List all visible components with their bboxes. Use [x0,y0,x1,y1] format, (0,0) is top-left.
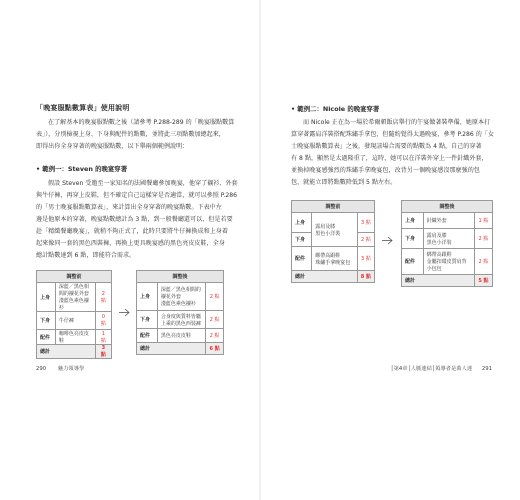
table-total-row [137,343,224,355]
row-points: 3 點 [357,247,374,271]
row-desc: 合身度與質料皆屬上乘的黑色西裝褲 [157,311,205,329]
row-desc: 深藍／黑色相間的襯花外套 淺藍色素色襯衫 [55,283,95,312]
row-desc: 綁帶高跟鞋 珠繡手拿晚宴包 [312,247,358,271]
row-desc: 深藍／黑色相間的襯花外套 淺藍色素色襯衫 [157,283,205,311]
footer-left [36,364,84,372]
example2-line: 有 8 點，顯然是太過隆重了，這時，她可以在洋裝外穿上一件針織外套， [291,155,488,162]
row-category: 上身 [137,283,158,311]
total-points: 8 點 [357,271,374,283]
total-label: 總計 [37,345,96,359]
table-row [137,329,224,343]
row-desc: 咖啡色亮皮皮鞋 [55,330,95,345]
example1-line: 邊是他原本的穿著，晚宴點數總計為 3 點，到一般餐廳還可以，但是若要 [36,216,233,223]
table-row [292,213,375,233]
table-header: 調整後 [137,271,224,283]
example2-line: 而 Nicole 正在為一場於希爾頓飯店舉行的午宴做著裝準備，她原本打 [303,119,491,126]
table-total-row [292,271,375,283]
row-category: 下身 [137,311,158,329]
example2-line: 包，就能立即將點數降低到 5 點左右。 [291,179,397,186]
chapter-title: │第4章│人脈連結│領導者是萬人迷 [390,366,473,372]
table-row [402,213,493,229]
row-category: 下身 [37,312,56,330]
intro-paragraph [36,117,235,153]
total-label: 總計 [402,275,475,287]
row-category: 下身 [292,233,312,247]
example1-heading: • 範例一：Steven 的晚宴穿著 [36,165,128,173]
row-category: 配件 [137,329,158,343]
table-row [137,283,224,311]
row-points: 2 點 [474,229,492,249]
row-desc: 黑色亮皮皮鞋 [157,329,205,343]
row-desc: 露肩及膝 黑色小洋裝 [423,229,474,249]
row-category: 配件 [292,247,312,271]
example1-line: 與牛仔褲，再穿上皮鞋，但不確定自己這樣穿是否適當，就可以參照 P.286 [36,192,238,199]
table-before-steven [36,270,112,359]
table-before-nicole [291,200,375,283]
total-label: 總計 [292,271,358,283]
table-row [37,283,112,312]
table-row [402,229,493,249]
row-category: 配件 [37,330,56,345]
row-points: 2 點 [474,249,492,275]
total-label: 總計 [137,343,206,355]
section-title: 「晚宴服點數算表」使用說明 [36,104,130,112]
row-category: 下身 [402,229,424,249]
page-number: 290 [36,366,47,372]
table-row [37,312,112,330]
row-points: 1 點 [474,213,492,229]
row-points: 2 點 [357,233,374,247]
right-page [261,0,520,500]
row-points: 1 點 [95,330,111,345]
table-header: 調整前 [37,271,112,283]
row-points: 2 點 [206,311,224,329]
row-points: 2 點 [206,283,224,311]
row-desc: 綁帶高跟鞋 金屬扣環皮質肩背小包包 [423,249,474,275]
table-after-steven [136,270,224,355]
row-category: 上身 [292,213,312,233]
book-title: 魅力領導學 [57,366,85,372]
example1-line: 赴「精緻餐廳晚宴」，就稍不夠正式了，此時只要將牛仔褲換成和上身着 [36,228,228,235]
table-row [292,247,375,271]
row-points: 0 點 [95,312,111,330]
example1-line: 假設 Steven 受邀至一家知名的法國餐廳參加晚宴，他穿了襯衫、外套 [48,180,238,187]
table-total-row [37,345,112,359]
row-category: 上身 [402,213,424,229]
page-number: 291 [481,366,492,372]
example1-line: 總計點數達到 6 點，即能符合需求。 [36,252,136,259]
footer-right [390,364,492,372]
total-points: 5 點 [474,275,492,287]
example2-line: 並換掉晚宴感強烈的珠繡手拿晚宴包，改背另一個晚宴感沒那麼強的包 [291,167,480,174]
arrow-right-icon [382,236,394,245]
intro-line: 即得出你全身穿著的晚宴服點數，以下舉兩個範例說明： [36,143,189,150]
table-after-nicole [401,200,493,287]
row-category: 上身 [37,283,56,312]
example2-paragraph [291,117,494,189]
row-points: 2 點 [206,329,224,343]
total-points: 6 點 [206,343,224,355]
table-row [137,311,224,329]
intro-line: 表」），分別檢視上身、下身與配件的點數，並將此三項點數加總起來， [36,131,225,138]
table-header: 調整後 [402,201,493,213]
row-desc: 露肩及膝 黑色小洋裝 [312,213,358,247]
total-points: 3 點 [95,345,111,359]
example2-line: 算穿著露肩洋裝搭配珠繡手拿包，但隨約覺得太過晚宴，參考 P.286 的「女 [291,131,494,138]
table-header: 調整前 [292,201,375,213]
table-row [37,330,112,345]
example1-line: 起來像同一套的黑色西裝褲，再換上更具晚宴感的黑色亮皮皮鞋，全身 [36,240,225,247]
left-page [0,0,259,500]
row-category: 配件 [402,249,424,275]
row-points: 2 點 [95,283,111,312]
intro-line: 在了解基本的晚宴服點數之後（請參考 P.288-289 的「晚宴服點數算 [48,119,235,126]
example1-line: 的「男士晚宴服點數算表」，來計算出全身穿著的晚宴點數。下表中左 [36,204,222,211]
table-row [402,249,493,275]
row-points: 3 點 [357,213,374,233]
example1-paragraph [36,178,238,262]
row-desc: 針織外套 [423,213,474,229]
table-total-row [402,275,493,287]
row-desc: 牛仔褲 [55,312,95,330]
example2-line: 士晚宴服點數算表」之後，發現該場合需要的點數為 4 點，自己的穿著 [291,143,482,150]
example2-heading: • 範例二：Nicole 的晚宴穿著 [291,105,380,113]
arrow-right-icon [119,308,131,317]
